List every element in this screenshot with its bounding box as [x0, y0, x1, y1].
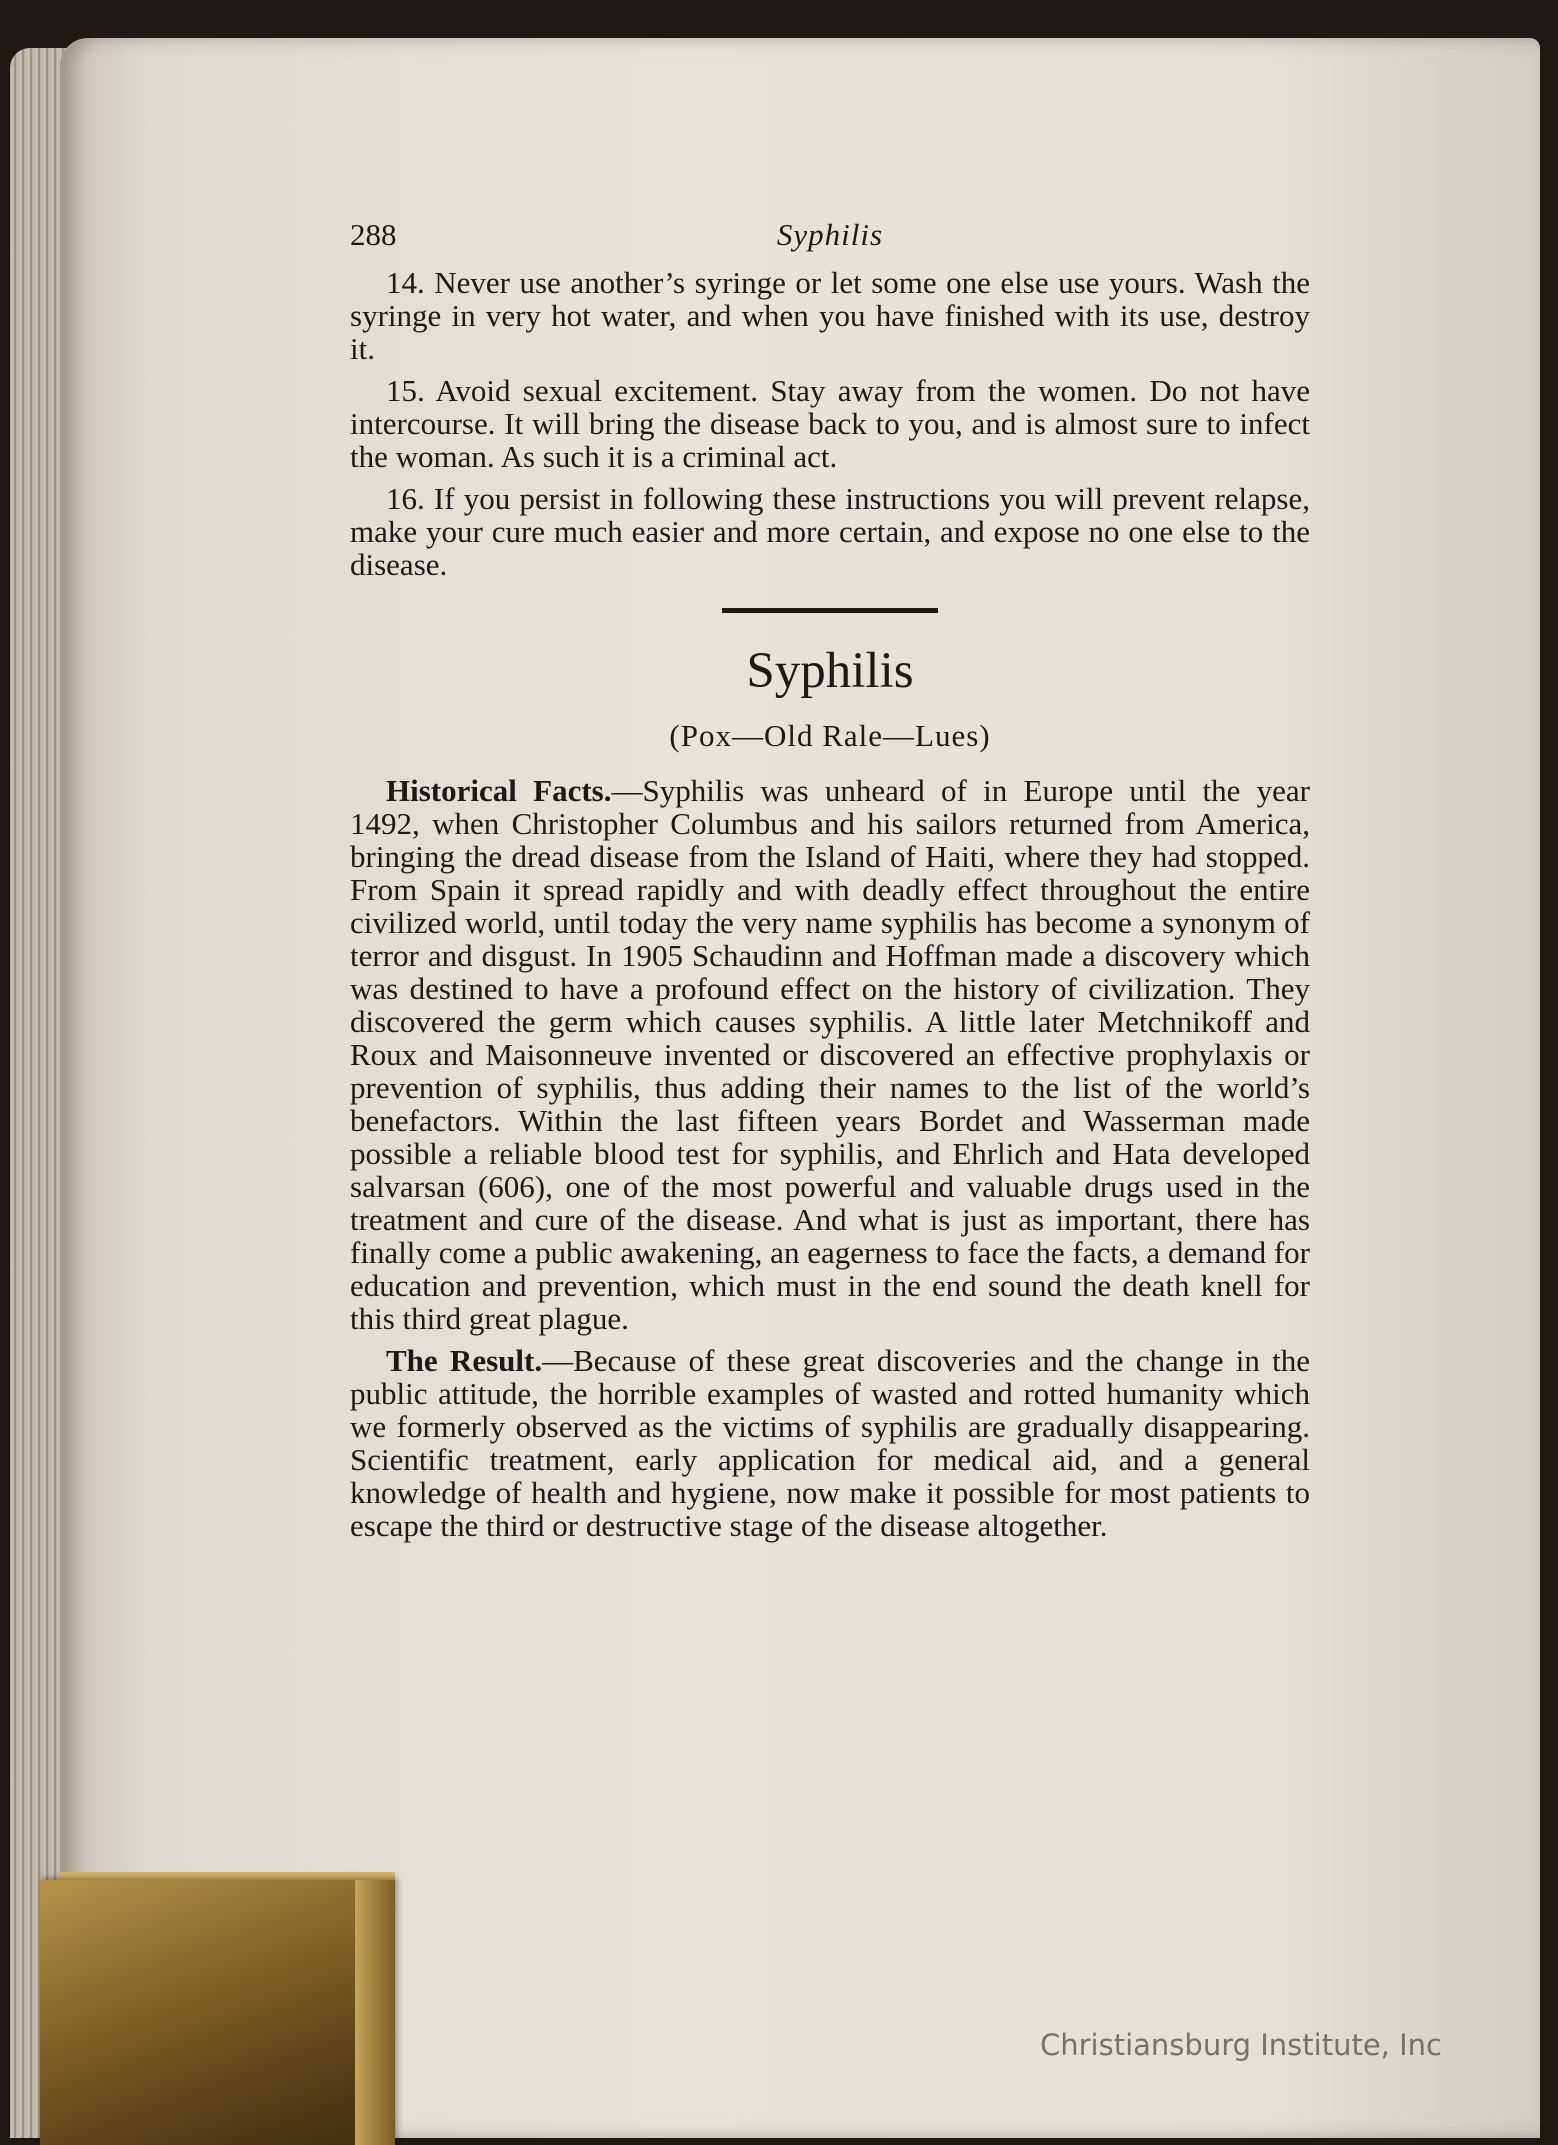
- instruction-14: 14. Never use another’s syringe or let some one else use yours. Wash the syringe in very hot water, and when you have finished with its use, destroy it.: [350, 265, 1310, 366]
- paragraph-body: —Syphilis was unheard of in Europe until the year 1492, when Christopher Columbus and his sailors returned from America, bringing the dread disease from the Island of Haiti, where they had stopped. From Spain it spread rapidly and with deadly effect throughout the entire civilized world, until today the very name syphilis has become a synonym of terror and disgust. In 1905 Schaudinn and Hoffman made a discovery which was destined to have a profound effect on the history of civilization. They discovered the germ which causes syphilis. A little later Metchnikoff and Roux and Maisonneuve invented or discovered an effective prophylaxis or prevention of syphilis, thus adding their names to the list of the world’s benefactors. Within the last fifteen years Bordet and Wasserman made possible a reliable blood test for syphilis, and Ehrlich and Hata developed salvarsan (606), one of the most powerful and valuable drugs used in the treatment and cure of the disease. And what is just as important, there has finally come a public awakening, an eagerness to face the facts, a demand for education and prevention, which must in the end sound the death knell for this third great plague.: [350, 773, 1310, 1336]
- paragraph-body: —Because of these great discoveries and the change in the public attitude, the horrible examples of wasted and rotted humanity which we formerly observed as the victims of syphilis are gradually disappearing. Scientific treatment, early application for medical aid, and a general knowledge of health and hygiene, now make it possible for most patients to escape the third or destructive stage of the disease altogether.: [350, 1343, 1310, 1543]
- instruction-15: 15. Avoid sexual excitement. Stay away from the women. Do not have intercourse. It will bring the disease back to you, and is almost sure to infect the woman. As such it is a criminal act.: [350, 373, 1310, 474]
- section-title: Syphilis: [746, 643, 914, 699]
- running-head: [350, 212, 1310, 252]
- bookmark-ribbon: [40, 1880, 395, 2145]
- watermark: Christiansburg Institute, Inc: [1040, 2028, 1442, 2062]
- section-divider: [722, 608, 938, 613]
- paragraph-lead: The Result.: [386, 1343, 543, 1378]
- section-subtitle: (Pox—Old Rale—Lues): [669, 718, 991, 753]
- paragraph-lead: Historical Facts.: [386, 773, 612, 808]
- historical-facts-paragraph: [350, 774, 1310, 1335]
- page-number: 288: [350, 217, 397, 252]
- page-text: [350, 212, 1310, 1551]
- running-title: Syphilis: [776, 217, 884, 252]
- the-result-paragraph: [350, 1344, 1310, 1542]
- instruction-16: 16. If you persist in following these instructions you will prevent relapse, make your cure much easier and more certain, and expose no one else to the disease.: [350, 481, 1310, 582]
- bookmark-ribbon-fold: [355, 1880, 395, 2145]
